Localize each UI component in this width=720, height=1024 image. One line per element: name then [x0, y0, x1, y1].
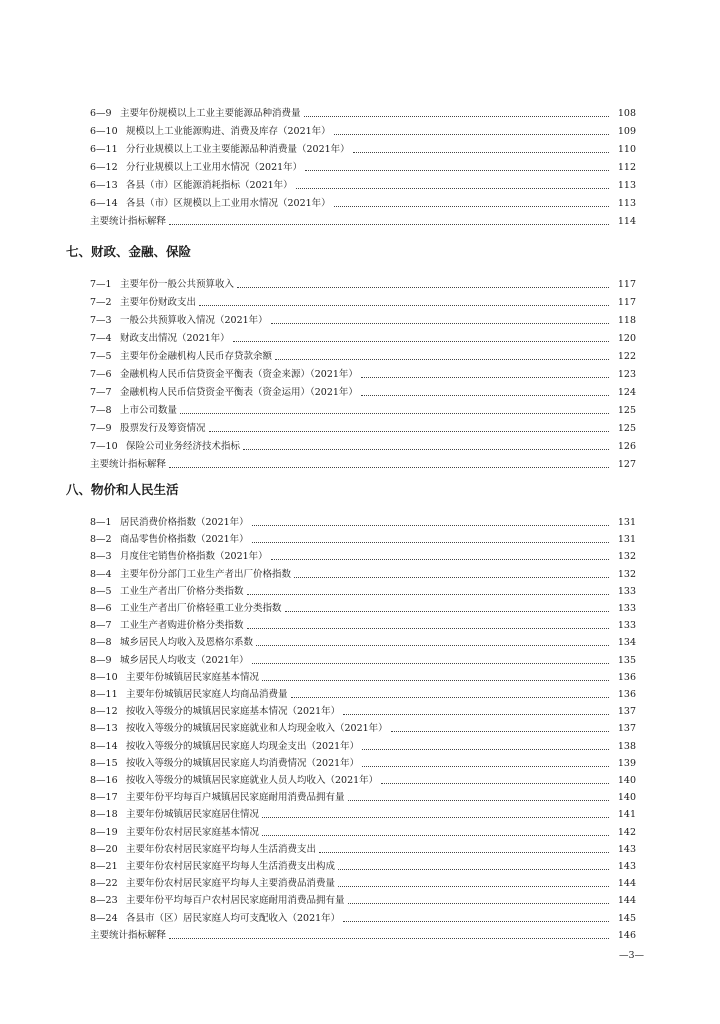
toc-title: 城乡居民人均收支（2021年） [120, 654, 249, 666]
toc-number: 7—7 [90, 387, 112, 398]
toc-page: 138 [617, 740, 636, 752]
toc-number: 8—14 [90, 740, 118, 752]
toc-row[interactable] [90, 293, 636, 309]
toc-number: 8—23 [90, 895, 118, 907]
toc-number: 8—12 [90, 706, 118, 718]
toc-title: 主要统计指标解释 [90, 459, 167, 470]
leader-dots [338, 885, 609, 887]
leader-dots [334, 205, 609, 207]
toc-number: 8—16 [90, 775, 118, 786]
leader-dots [381, 782, 609, 784]
toc-page: 127 [617, 459, 636, 470]
toc-page: 142 [617, 826, 636, 838]
toc-title: 主要年份分部门工业生产者出厂价格指数 [120, 568, 292, 580]
toc-number: 7—1 [90, 279, 112, 290]
leader-dots [305, 169, 609, 171]
toc-row[interactable] [90, 513, 636, 529]
toc-row[interactable] [90, 702, 636, 718]
toc-page: 108 [617, 108, 636, 119]
leader-dots [361, 376, 609, 378]
toc-page: 140 [617, 775, 636, 786]
toc-row[interactable] [90, 565, 636, 581]
toc-row[interactable] [90, 122, 636, 138]
toc-number: 8—21 [90, 861, 118, 872]
toc-number: 6—13 [90, 180, 118, 191]
leader-dots [169, 466, 609, 468]
toc-page: 136 [617, 671, 636, 683]
toc-number: 7—6 [90, 369, 112, 380]
toc-number: 6—9 [90, 108, 112, 119]
toc-page: 120 [617, 333, 636, 344]
leader-dots [256, 644, 609, 646]
toc-row-glossary[interactable] [90, 455, 636, 471]
toc-row[interactable] [90, 719, 636, 735]
leader-dots [209, 430, 609, 432]
toc-page: 117 [617, 279, 636, 290]
toc-page: 145 [617, 912, 636, 924]
toc-title: 分行业规模以上工业用水情况（2021年） [126, 162, 303, 173]
leader-dots [199, 304, 609, 306]
leader-dots [334, 133, 609, 135]
leader-dots [247, 593, 609, 595]
toc-number: 6—14 [90, 198, 118, 209]
leader-dots [294, 576, 609, 578]
toc-title: 主要年份城镇居民家庭人均商品消费量 [126, 689, 288, 700]
toc-page: 117 [617, 297, 636, 308]
toc-row[interactable] [90, 874, 636, 890]
toc-number: 8—3 [90, 551, 112, 563]
toc-number: 8—8 [90, 637, 112, 649]
toc-title: 按收入等级分的城镇居民家庭基本情况（2021年） [126, 706, 341, 718]
toc-title: 主要统计指标解释 [90, 216, 167, 227]
toc-row[interactable] [90, 582, 636, 598]
toc-page: 143 [617, 861, 636, 872]
toc-row[interactable] [90, 840, 636, 856]
toc-page: 131 [617, 534, 636, 546]
toc-title: 按收入等级分的城镇居民家庭人均现金支出（2021年） [126, 740, 360, 752]
toc-number: 8—6 [90, 603, 112, 614]
toc-page: 113 [617, 180, 636, 191]
toc-row[interactable] [90, 419, 636, 435]
toc-row[interactable] [90, 633, 636, 649]
toc-title: 各县（市）区规模以上工业用水情况（2021年） [126, 198, 331, 209]
leader-dots [285, 610, 609, 612]
toc-row[interactable] [90, 909, 636, 925]
toc-row[interactable] [90, 104, 636, 120]
toc-title: 金融机构人民币信贷资金平衡表（资金来源）（2021年） [120, 369, 358, 380]
toc-number: 8—4 [90, 568, 112, 580]
toc-title: 股票发行及筹资情况 [120, 423, 206, 434]
toc-page: 133 [617, 585, 636, 597]
leader-dots [169, 937, 609, 939]
toc-title: 主要年份城镇居民家庭居住情况 [126, 809, 260, 821]
toc-page: 125 [617, 405, 636, 416]
toc-row[interactable] [90, 365, 636, 381]
toc-title: 保险公司业务经济技术指标 [126, 441, 241, 452]
toc-number: 8—5 [90, 585, 112, 597]
toc-page: 133 [617, 620, 636, 632]
toc-page: 123 [617, 369, 636, 380]
toc-page: 124 [617, 387, 636, 398]
toc-number: 8—18 [90, 809, 118, 821]
toc-page: 122 [617, 351, 636, 362]
leader-dots [233, 340, 609, 342]
toc-row[interactable] [90, 176, 636, 192]
toc-page: 143 [617, 843, 636, 855]
toc-page: 132 [617, 568, 636, 580]
toc-row[interactable] [90, 329, 636, 345]
leader-dots [252, 662, 609, 664]
toc-title: 主要年份农村居民家庭平均每人主要消费品消费量 [126, 878, 336, 890]
toc-number: 8—9 [90, 654, 112, 666]
toc-row[interactable] [90, 823, 636, 839]
section7-heading: 七、财政、金融、保险 [66, 244, 192, 259]
toc-row-glossary[interactable] [90, 926, 636, 942]
toc-row[interactable] [90, 771, 636, 787]
toc-title: 商品零售价格指数（2021年） [120, 534, 249, 546]
toc-number: 7—9 [90, 423, 112, 434]
toc-number: 6—11 [90, 144, 118, 155]
toc-number: 8—1 [90, 517, 112, 528]
toc-row[interactable] [90, 140, 636, 156]
toc-number: 8—19 [90, 826, 118, 838]
toc-row[interactable] [90, 891, 636, 907]
toc-title: 按收入等级分的城镇居民家庭人均消费情况（2021年） [126, 757, 360, 769]
leader-dots [362, 748, 609, 750]
toc-row[interactable] [90, 311, 636, 327]
toc-row[interactable] [90, 805, 636, 821]
leader-dots [262, 816, 609, 818]
toc-title: 按收入等级分的城镇居民家庭就业人员人均收入（2021年） [126, 775, 379, 786]
toc-page: 125 [617, 423, 636, 434]
leader-dots [271, 322, 609, 324]
toc-row[interactable] [90, 737, 636, 753]
toc-row[interactable] [90, 857, 636, 873]
toc-title: 规模以上工业能源购进、消费及库存（2021年） [126, 126, 331, 137]
toc-row[interactable] [90, 547, 636, 563]
toc-title: 主要年份平均每百户城镇居民家庭耐用消费品拥有量 [126, 792, 345, 804]
toc-row[interactable] [90, 530, 636, 546]
toc-title: 上市公司数量 [120, 405, 178, 416]
toc-title: 工业生产者购进价格分类指数 [120, 620, 244, 632]
toc-page: 132 [617, 551, 636, 563]
leader-dots [304, 115, 609, 117]
toc-row[interactable] [90, 599, 636, 615]
toc-title: 各县（市）区能源消耗指标（2021年） [126, 180, 293, 191]
leader-dots [169, 223, 609, 225]
leader-dots [180, 412, 609, 414]
toc-row[interactable] [90, 437, 636, 453]
toc-title: 金融机构人民币信贷资金平衡表（资金运用）（2021年） [120, 387, 358, 398]
toc-row[interactable] [90, 383, 636, 399]
leader-dots [237, 286, 609, 288]
toc-row[interactable] [90, 401, 636, 417]
toc-page: 118 [617, 315, 636, 326]
toc-row-glossary[interactable] [90, 212, 636, 228]
leader-dots [291, 696, 609, 698]
leader-dots [243, 448, 609, 450]
toc-page: 144 [617, 895, 636, 907]
toc-row[interactable] [90, 347, 636, 363]
toc-number: 8—20 [90, 843, 118, 855]
leader-dots [361, 394, 609, 396]
section8-heading: 八、物价和人民生活 [66, 482, 179, 497]
toc-title: 城乡居民人均收入及恩格尔系数 [120, 637, 254, 649]
toc-page: 126 [617, 441, 636, 452]
toc-page: 144 [617, 878, 636, 890]
toc-row[interactable] [90, 788, 636, 804]
toc-title: 工业生产者出厂价格轻重工业分类指数 [120, 603, 282, 614]
toc-page: 134 [617, 637, 636, 649]
toc-page: 140 [617, 792, 636, 804]
toc-title: 主要年份财政支出 [120, 297, 197, 308]
leader-dots [319, 851, 609, 853]
toc-title: 主要年份一般公共预算收入 [120, 279, 235, 290]
toc-page: 112 [617, 162, 636, 173]
toc-number: 8—13 [90, 723, 118, 735]
toc-title: 主要年份农村居民家庭平均每人生活消费支出 [126, 843, 317, 855]
toc-row[interactable] [90, 616, 636, 632]
toc-number: 7—4 [90, 333, 112, 344]
toc-number: 6—10 [90, 126, 118, 137]
toc-number: 8—15 [90, 757, 118, 769]
toc-number: 8—10 [90, 671, 118, 683]
leader-dots [247, 627, 609, 629]
toc-title: 主要年份规模以上工业主要能源品种消费量 [120, 108, 301, 119]
toc-number: 8—24 [90, 912, 118, 924]
toc-title: 主要年份平均每百户农村居民家庭耐用消费品拥有量 [126, 895, 345, 907]
toc-number: 6—12 [90, 162, 118, 173]
toc-title: 主要年份城镇居民家庭基本情况 [126, 671, 260, 683]
leader-dots [271, 558, 609, 560]
toc-row[interactable] [90, 754, 636, 770]
toc-number: 7—3 [90, 315, 112, 326]
toc-title: 月度住宅销售价格指数（2021年） [120, 551, 268, 563]
toc-title: 主要年份农村居民家庭平均每人生活消费支出构成 [126, 861, 336, 872]
leader-dots [296, 187, 609, 189]
toc-page: 137 [617, 723, 636, 735]
toc-title: 按收入等级分的城镇居民家庭就业和人均现金收入（2021年） [126, 723, 388, 735]
leader-dots [262, 834, 609, 836]
toc-number: 8—11 [90, 689, 118, 700]
toc-title: 财政支出情况（2021年） [120, 333, 230, 344]
toc-title: 一般公共预算收入情况（2021年） [120, 315, 268, 326]
toc-page: 141 [617, 809, 636, 821]
toc-title: 主要年份金融机构人民币存贷款余额 [120, 351, 273, 362]
toc-page: 146 [617, 929, 636, 941]
toc-page: 137 [617, 706, 636, 718]
toc-page: 114 [617, 216, 636, 227]
toc-number: 7—5 [90, 351, 112, 362]
page-number: —3— [619, 950, 645, 961]
toc-row[interactable] [90, 668, 636, 684]
toc-title: 主要年份农村居民家庭基本情况 [126, 826, 260, 838]
leader-dots [391, 730, 609, 732]
leader-dots [262, 679, 609, 681]
toc-page: 136 [617, 689, 636, 700]
toc-row[interactable] [90, 651, 636, 667]
toc-number: 8—17 [90, 792, 118, 804]
leader-dots [252, 524, 609, 526]
toc-page: 110 [617, 144, 636, 155]
toc-page: 139 [617, 757, 636, 769]
leader-dots [275, 358, 609, 360]
toc-title: 各县市（区）居民家庭人均可支配收入（2021年） [126, 912, 341, 924]
toc-number: 7—2 [90, 297, 112, 308]
toc-row[interactable] [90, 685, 636, 701]
toc-page: 131 [617, 517, 636, 528]
toc-title: 分行业规模以上工业主要能源品种消费量（2021年） [126, 144, 350, 155]
toc-row[interactable] [90, 158, 636, 174]
toc-row[interactable] [90, 275, 636, 291]
leader-dots [338, 868, 609, 870]
toc-number: 8—2 [90, 534, 112, 546]
toc-number: 8—7 [90, 620, 112, 632]
leader-dots [343, 713, 609, 715]
toc-page: 135 [617, 654, 636, 666]
leader-dots [348, 902, 609, 904]
toc-number: 7—8 [90, 405, 112, 416]
toc-number: 8—22 [90, 878, 118, 890]
toc-title: 主要统计指标解释 [90, 929, 167, 941]
toc-title: 居民消费价格指数（2021年） [120, 517, 249, 528]
leader-dots [353, 151, 609, 153]
leader-dots [348, 799, 609, 801]
toc-page: 133 [617, 603, 636, 614]
toc-title: 工业生产者出厂价格分类指数 [120, 585, 244, 597]
toc-page: 113 [617, 198, 636, 209]
toc-page: 109 [617, 126, 636, 137]
toc-row[interactable] [90, 194, 636, 210]
leader-dots [343, 920, 609, 922]
leader-dots [252, 541, 609, 543]
toc-number: 7—10 [90, 441, 118, 452]
leader-dots [362, 765, 609, 767]
